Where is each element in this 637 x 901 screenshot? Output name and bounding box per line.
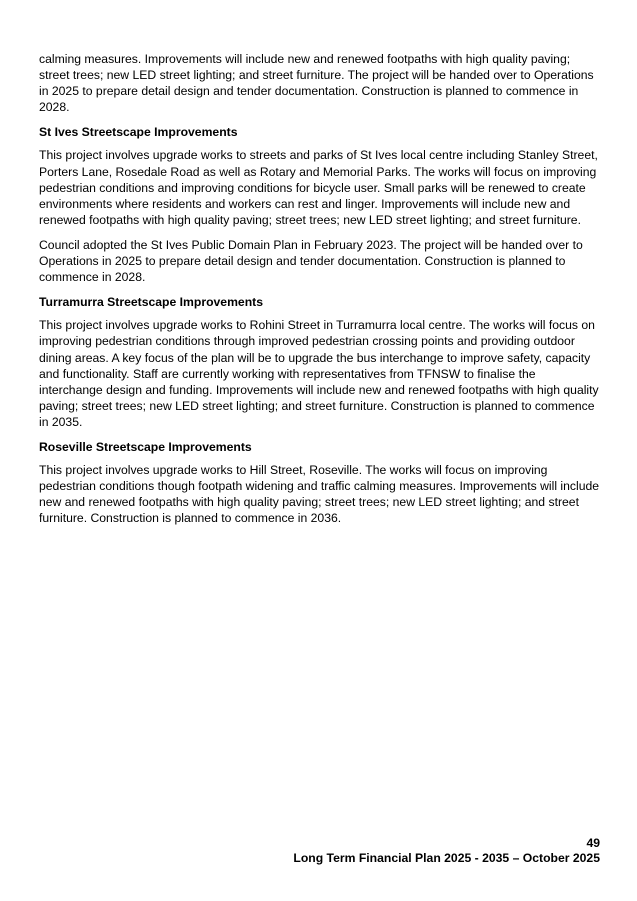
section-heading-roseville: Roseville Streetscape Improvements (39, 439, 252, 454)
turramurra-paragraph-1: This project involves upgrade works to Rohini Street in Turramurra local centre. The works will focus on improving pedestrian conditions through improved pedestrian crossing points and providing outdoor dining areas. A key focus of the plan will be to upgrade the bus interchange to improve safety, capacity and functionality. Staff are currently working with representatives from TFNSW to finalise the interchange design and funding. Improvements will include new and renewed footpaths with high quality paving; street trees; new LED street lighting; and street furniture. Construction is planned to commence in 2035. (39, 318, 599, 429)
st-ives-paragraph-2: Council adopted the St Ives Public Domain Plan in February 2023. The project will be handed over to Operations in 2025 to prepare detail design and tender documentation. Construction is planned to commence in 2028. (39, 237, 583, 285)
document-body (39, 51, 601, 526)
intro-paragraph: calming measures. Improvements will include new and renewed footpaths with high quality paving; street trees; new LED street lighting; and street furniture. The project will be handed over to Operations in 2025 to prepare detail design and tender documentation. Construction is planned to commence in 2028. (39, 52, 594, 115)
section-heading-turramurra: Turramurra Streetscape Improvements (39, 295, 263, 310)
page-number: 49 (586, 836, 600, 850)
st-ives-paragraph-1: This project involves upgrade works to streets and parks of St Ives local centre including Stanley Street, Porters Lane, Rosedale Road as well as Rotary and Memorial Parks. The works will focus on improving pedestrian conditions and improving conditions for bicycle user. Small parks will be renewed to create environments where residents and workers can rest and linger. Improvements will include new and renewed footpaths with high quality paving; street trees; new LED street lighting; and street furniture. (39, 148, 598, 227)
section-heading-st-ives: St Ives Streetscape Improvements (39, 125, 238, 140)
footer-document-title: Long Term Financial Plan 2025 - 2035 – October 2025 (293, 851, 600, 865)
roseville-paragraph-1: This project involves upgrade works to Hill Street, Roseville. The works will focus on improving pedestrian conditions though footpath widening and traffic calming measures. Improvements will include new and renewed footpaths with high quality paving; street trees; new LED street lighting; and street furniture. Construction is planned to commence in 2036. (39, 463, 600, 526)
page-footer (293, 836, 600, 866)
